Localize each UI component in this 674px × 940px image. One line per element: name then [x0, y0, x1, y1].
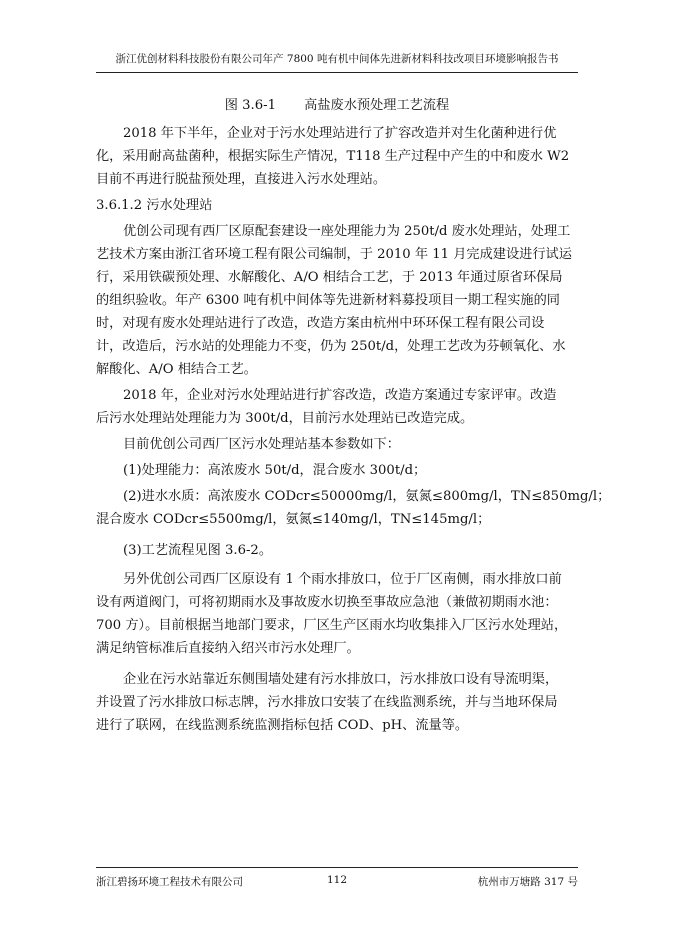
para4-line: 设有两道阀门，可将初期雨水及事故废水切换至事故应急池（兼做初期雨水池：	[96, 595, 558, 610]
footer-company: 浙江碧扬环境工程技术有限公司	[96, 876, 243, 888]
para1-line: 2018 年下半年，企业对于污水处理站进行了扩容改造并对生化菌种进行优	[123, 126, 557, 141]
figure-caption	[96, 92, 578, 120]
para4-line: 700 方）。目前根据当地部门要求，厂区生产区雨水均收集排入厂区污水处理站，	[96, 618, 568, 633]
section-heading: 3.6.1.2 污水处理站	[96, 198, 213, 213]
para1-line: 目前不再进行脱盐预处理，直接进入污水处理站。	[96, 172, 387, 187]
para2-line: 时，对现有废水处理站进行了改造，改造方案由杭州中环环保工程有限公司设	[96, 316, 545, 331]
para2-line: 解酸化、A/O 相结合工艺。	[96, 362, 257, 377]
para2-line: 艺技术方案由浙江省环境工程有限公司编制，于 2010 年 11 月完成建设进行试运	[96, 247, 572, 262]
document-body	[96, 92, 611, 735]
param2-line: 混合废水 CODcr≤5500mg/l，氨氮≤140mg/l，TN≤145mg/l；	[96, 512, 491, 527]
paragraph-4	[96, 566, 578, 658]
params-intro: 目前优创公司西厂区污水处理站基本参数如下：	[123, 437, 400, 452]
para2-line: 的组织验收。年产 6300 吨有机中间体等先进新材料募投项目一期工程实施的同	[96, 293, 560, 308]
para2-line: 行，采用铁碳预处理、水解酸化、A/O 相结合工艺，于 2013 年通过原省环保局	[96, 270, 563, 285]
param-process-flow: (3)工艺流程见图 3.6-2。	[123, 543, 273, 558]
para2-line: 优创公司现有西厂区原配套建设一座处理能力为 250t/d 废水处理站，处理工	[123, 224, 571, 239]
paragraph-2	[96, 218, 578, 379]
footer-address: 杭州市万塘路 317 号	[477, 876, 578, 888]
param-capacity: (1)处理能力：高浓废水 50t/d，混合废水 300t/d；	[123, 463, 427, 478]
para1-line: 化，采用耐高盐菌种，根据实际生产情况，T118 生产过程中产生的中和废水 W2	[96, 149, 570, 164]
para5-line: 进行了联网，在线监测系统监测指标包括 COD、pH、流量等。	[96, 718, 469, 733]
param2-line: (2)进水水质：高浓废水 CODcr≤50000mg/l，氨氮≤800mg/l，TN≤850mg/l；	[123, 489, 611, 504]
para3-line: 后污水处理站处理能力为 300t/d，目前污水处理站已改造完成。	[96, 411, 474, 426]
para2-line: 计，改造后，污水站的处理能力不变，仍为 250t/d，处理工艺改为芬顿氧化、水	[96, 339, 566, 354]
para3-line: 2018 年，企业对污水处理站进行扩容改造，改造方案通过专家评审。改造	[123, 388, 557, 403]
page-number: 112	[326, 874, 348, 886]
param-influent-quality	[96, 483, 611, 529]
para5-line: 企业在污水站靠近东侧围墙处建有污水排放口，污水排放口设有导流明渠，	[123, 672, 559, 687]
page-footer	[96, 867, 578, 890]
page-header: 浙江优创材料科技股份有限公司年产 7800 吨有机中间体先进新材料科技改项目环境影响报告书	[96, 46, 578, 73]
paragraph-5	[96, 666, 578, 735]
paragraph-3	[96, 382, 578, 428]
figure-number: 图 3.6-1	[224, 98, 276, 113]
paragraph-1	[96, 120, 578, 189]
para4-line: 满足纳管标准后直接纳入绍兴市污水处理厂。	[96, 641, 360, 656]
para5-line: 并设置了污水排放口标志牌，污水排放口安装了在线监测系统，并与当地环保局	[96, 695, 558, 710]
para4-line: 另外优创公司西厂区原设有 1 个雨水排放口，位于厂区南侧，雨水排放口前	[123, 572, 562, 587]
figure-title: 高盐废水预处理工艺流程	[304, 98, 450, 113]
